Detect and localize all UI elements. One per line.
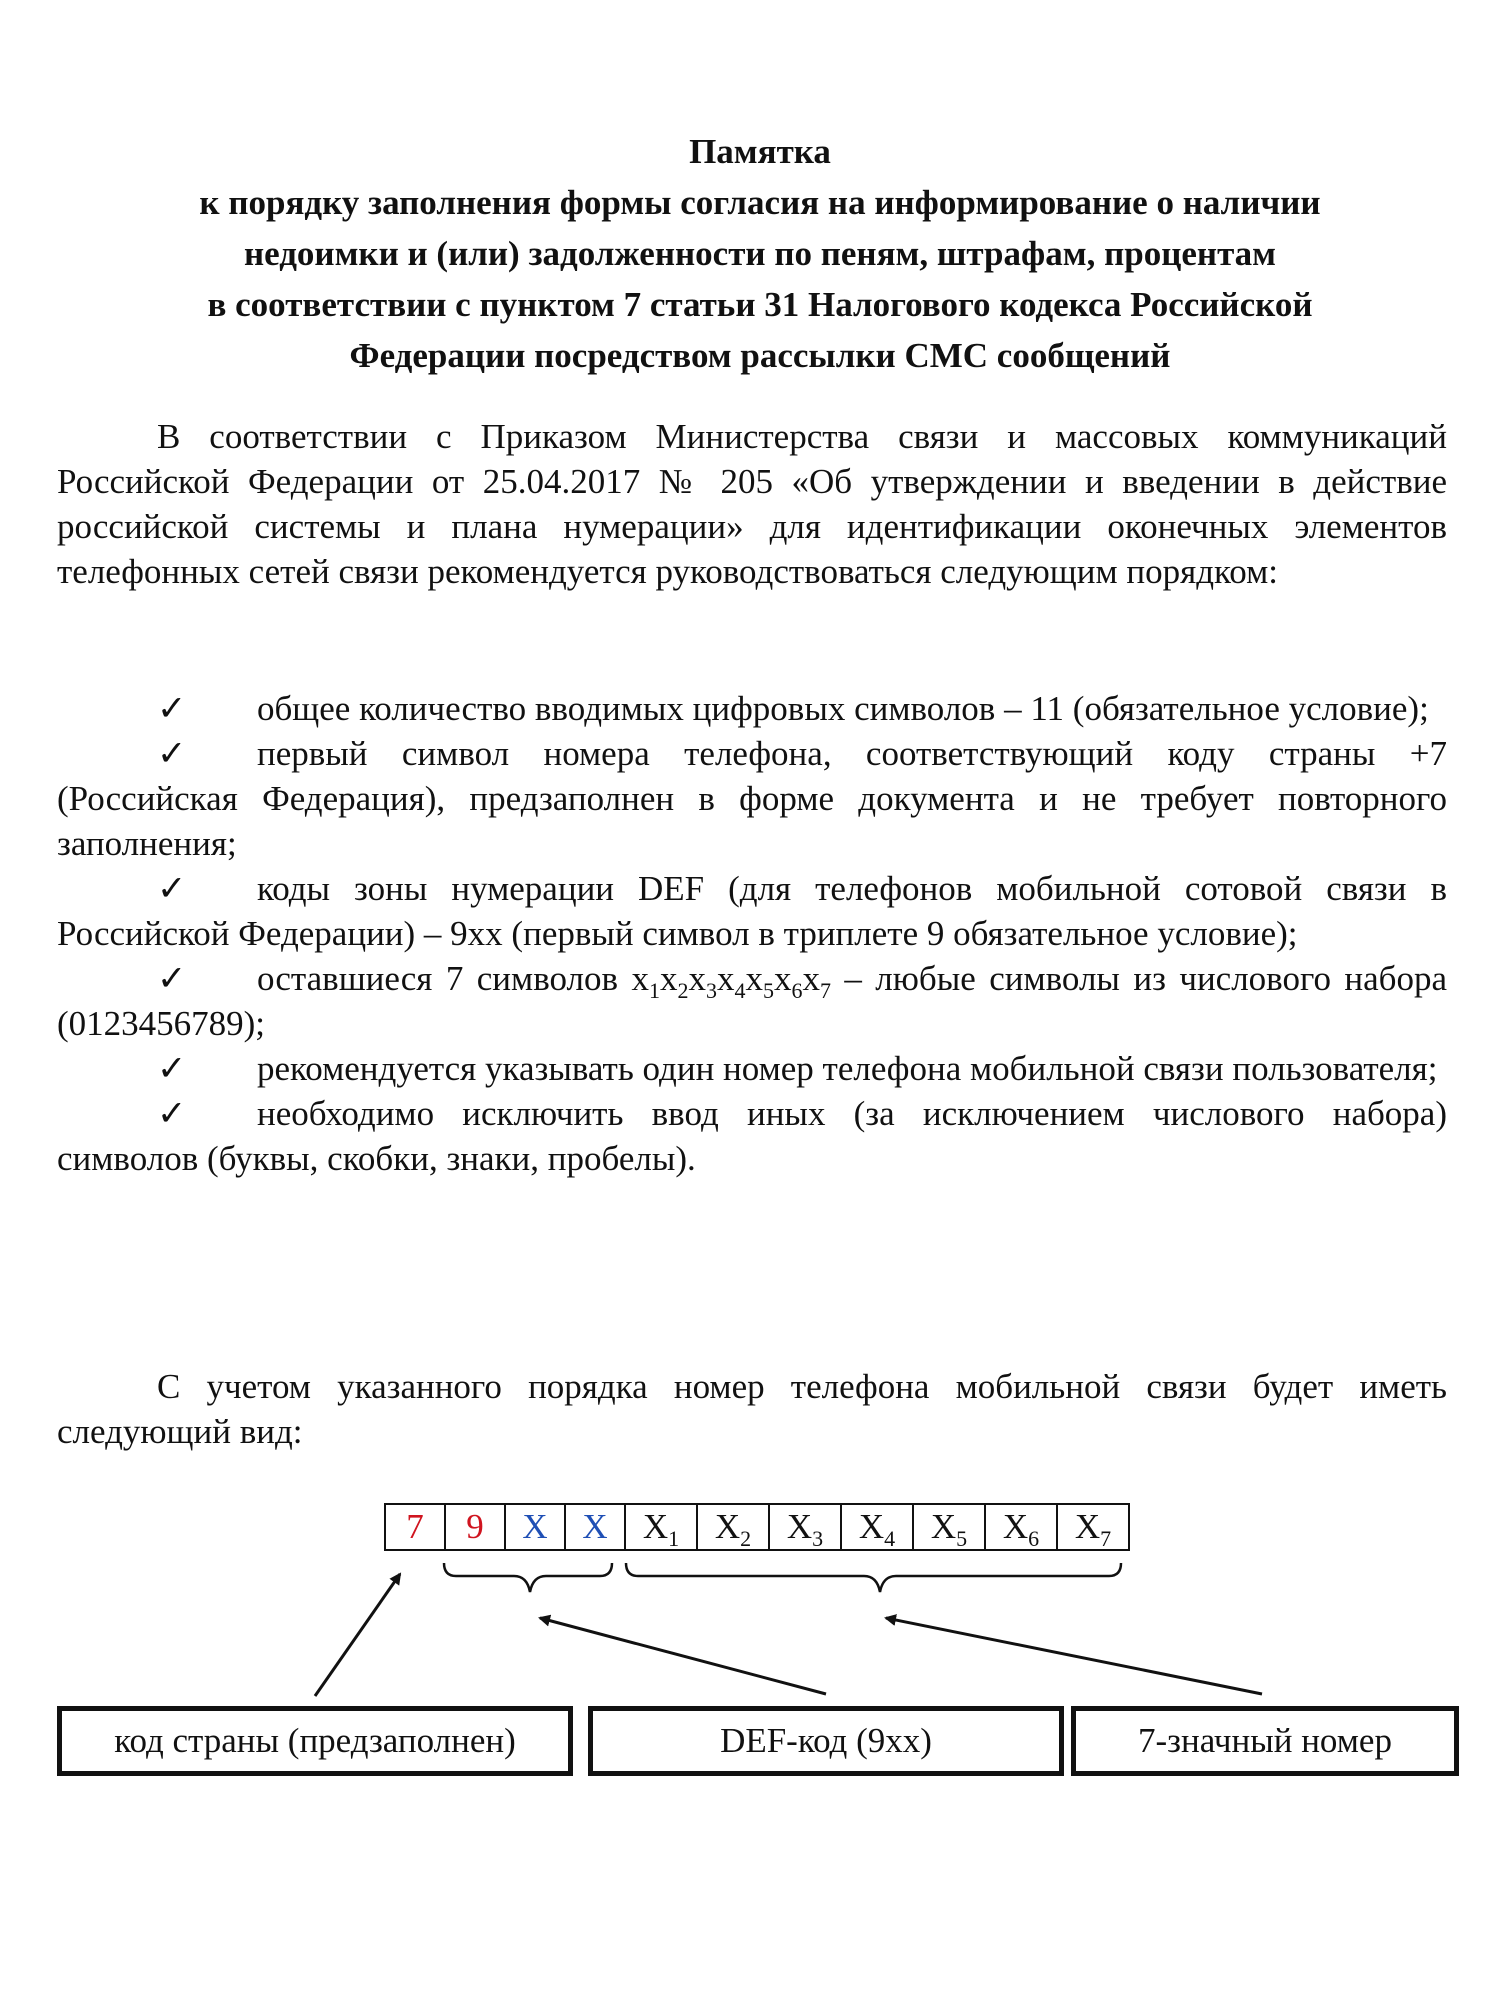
- phone-digit-cell: X: [566, 1505, 626, 1549]
- label-country-code: код страны (предзаполнен): [57, 1706, 573, 1776]
- title-line: недоимки и (или) задолженности по пеням, штрафам, процентам: [243, 234, 1277, 273]
- phone-digit-cell: $X_3$: [770, 1505, 842, 1549]
- list-item: [57, 866, 1447, 956]
- label-def-code: DEF-код (9хх): [588, 1706, 1064, 1776]
- arrow-def-code: [540, 1618, 826, 1694]
- title-line: Федерации посредством рассылки СМС сообщений: [349, 336, 1171, 375]
- list-item: [57, 731, 1447, 866]
- arrow-country-code: [315, 1574, 400, 1696]
- digit-variable: $x_7$: [802, 959, 831, 1003]
- number-bracket: [626, 1563, 1121, 1592]
- memo-title: [100, 126, 1420, 381]
- phone-digit-cell: 9: [446, 1505, 506, 1549]
- digit-variables: [631, 959, 831, 1003]
- list-item-text: необходимо исключить ввод иных (за исключением числового набора) символов (буквы, скобки, знаки, пробелы).: [57, 1094, 1447, 1178]
- check-icon: ✓: [157, 734, 187, 773]
- list-item: [57, 1091, 1447, 1181]
- list-item-text: – любые символы из числового набора (0123456789);: [57, 959, 1447, 1043]
- list-item: [57, 1046, 1447, 1091]
- digit-variable: $x_2$: [659, 959, 689, 1003]
- digit-variable: $x_3$: [688, 959, 717, 1003]
- label-number: 7-значный номер: [1071, 1706, 1459, 1776]
- title-line: к порядку заполнения формы согласия на информирование о наличии: [199, 183, 1321, 222]
- list-item-text: первый символ номера телефона, соответствующий коду страны +7 (Российская Федерация), предзаполнен в форме документа и не требует повторного заполнения;: [57, 734, 1447, 863]
- title-line: в соответствии с пунктом 7 статьи 31 Налогового кодекса Российской: [207, 285, 1313, 324]
- phone-number-grid: [384, 1503, 1130, 1551]
- digit-variable: $x_4$: [716, 959, 746, 1003]
- digit-variable: $x_5$: [745, 959, 774, 1003]
- rules-list: [57, 686, 1447, 1181]
- list-item: [57, 956, 1447, 1046]
- phone-digit-cell: $X_7$: [1058, 1505, 1130, 1549]
- list-item-text: рекомендуется указывать один номер телефона мобильной связи пользователя;: [257, 1049, 1438, 1088]
- phone-digit-cell: $X_6$: [986, 1505, 1058, 1549]
- check-icon: ✓: [157, 959, 187, 998]
- check-icon: ✓: [157, 1094, 187, 1133]
- phone-digit-cell: $X_1$: [626, 1505, 698, 1549]
- check-icon: ✓: [157, 869, 187, 908]
- list-item-text: общее количество вводимых цифровых символов – 11 (обязательное условие);: [257, 689, 1429, 728]
- digit-variable: $x_6$: [773, 959, 803, 1003]
- check-icon: ✓: [157, 1049, 187, 1088]
- list-item-text: коды зоны нумерации DEF (для телефонов мобильной сотовой связи в Российской Федерации) – 9хх (первый символ в триплете 9 обязательное условие);: [57, 869, 1447, 953]
- intro-paragraph: В соответствии с Приказом Министерства связи и массовых коммуникаций Российской Федерации от 25.04.2017 № 205 «Об утверждении и введении в действие российской системы и плана нумерации» для идентификации оконечных элементов телефонных сетей связи рекомендуется руководствоваться следующим порядком:: [57, 417, 1447, 591]
- phone-digit-cell: $X_2$: [698, 1505, 770, 1549]
- digit-variable: $x_1$: [631, 959, 660, 1003]
- check-icon: ✓: [157, 689, 187, 728]
- phone-digit-cell: $X_5$: [914, 1505, 986, 1549]
- phone-digit-cell: $X_4$: [842, 1505, 914, 1549]
- phone-digit-cell: X: [506, 1505, 566, 1549]
- phone-digit-cell: 7: [386, 1505, 446, 1549]
- title-line: Памятка: [689, 132, 831, 171]
- def-bracket: [444, 1563, 612, 1592]
- outro-paragraph: С учетом указанного порядка номер телефона мобильной связи будет иметь следующий вид:: [57, 1367, 1447, 1451]
- list-item: [57, 686, 1447, 731]
- list-item-text: оставшиеся 7 символов: [257, 959, 632, 998]
- arrow-number: [886, 1618, 1262, 1694]
